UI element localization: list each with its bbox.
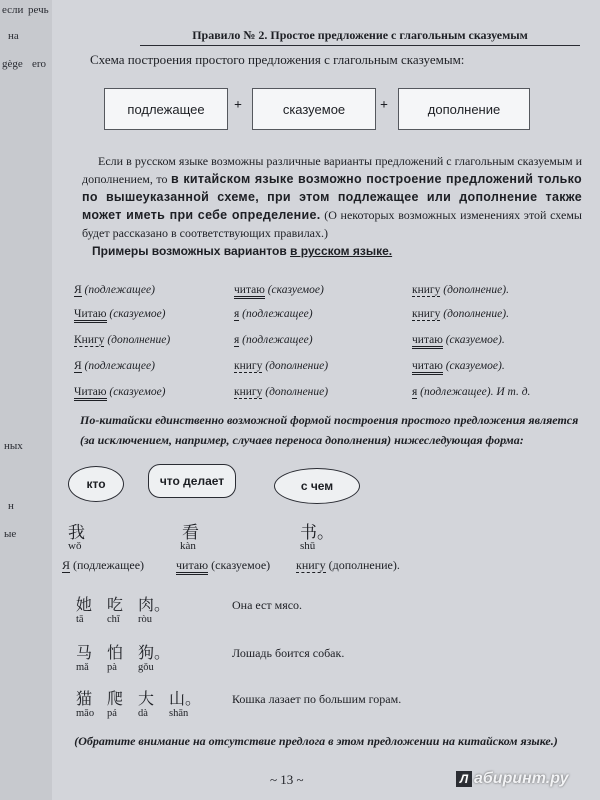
rule-text: По-китайски единственно возможной формой построения простого предложения является (за исключением, например, случаев переноса дополнения) нижеследующая форма:	[80, 413, 579, 447]
prev-page-fragment: gège	[2, 58, 23, 70]
prev-page-fragment: на	[8, 30, 19, 42]
sentence-pinyin: mǎ pà gǒu	[76, 662, 154, 673]
example-cell: читаю (сказуемое)	[234, 284, 324, 296]
pattern-pinyin: wǒ	[68, 540, 82, 552]
example-row	[74, 360, 574, 380]
example-row	[74, 308, 574, 328]
example-cell: книгу (дополнение)	[234, 360, 329, 372]
example-cell: я (подлежащее)	[234, 308, 313, 320]
book-page	[52, 0, 600, 800]
sentence-hanzi: 她 吃 肉。	[76, 595, 171, 614]
example-cell: читаю (сказуемое).	[412, 360, 505, 372]
example-cell: Я (подлежащее)	[74, 284, 155, 296]
sentence-translation: Она ест мясо.	[232, 598, 303, 612]
prev-page-fragment: ые	[4, 528, 17, 540]
sentence-pinyin: māo pá dà shān	[76, 708, 189, 719]
explanation-paragraph	[82, 152, 582, 242]
previous-page-edge	[0, 0, 52, 800]
pattern-pinyin: shū	[300, 540, 316, 552]
example-cell: Книгу (дополнение)	[74, 334, 171, 346]
labirint-logo: Л абиринт.ру	[456, 770, 569, 788]
pattern-pinyin: kàn	[180, 540, 196, 552]
prev-page-fragment: н	[8, 500, 14, 512]
examples-title-lead: Примеры возможных вариантов	[92, 244, 291, 258]
pattern-breakdown	[62, 558, 542, 578]
example-cell: книгу (дополнение).	[412, 284, 509, 296]
running-header: Правило № 2. Простое предложение с глагольным сказуемым	[140, 28, 580, 46]
plus-sign: +	[234, 98, 242, 113]
thought-bubble-who: кто	[68, 466, 124, 502]
footnote: (Обратите внимание на отсутствие предлога в этом предложении на китайском языке.)	[74, 734, 558, 748]
scheme-title: Схема построения простого предложения с глагольным сказуемым:	[90, 52, 465, 67]
sentence-hanzi: 马 怕 狗。	[76, 643, 171, 662]
example-cell: я (подлежащее)	[234, 334, 313, 346]
pattern-hanzi: 看	[182, 523, 199, 543]
example-cell: читаю (сказуемое).	[412, 334, 505, 346]
example-cell: Я (подлежащее)	[74, 360, 155, 372]
example-cell: Читаю (сказуемое)	[74, 386, 166, 398]
prev-page-fragment: ных	[4, 440, 23, 452]
breakdown-predicate: читаю (сказуемое)	[176, 558, 270, 573]
scheme-box-subject: подлежащее	[104, 88, 228, 130]
example-row	[74, 386, 574, 406]
paragraph-lead: Если в русском языке возможны различные варианты предложений с глагольным сказуемым и дополнением, то	[82, 154, 582, 186]
scheme-box-predicate: сказуемое	[252, 88, 376, 130]
example-cell: я (подлежащее). И т. д.	[412, 386, 531, 398]
speech-bubble-what-does: что делает	[148, 464, 236, 498]
oval-bubble-with-what: с чем	[274, 468, 360, 504]
page-number: ~ 13 ~	[270, 772, 304, 787]
pattern-hanzi: 书。	[300, 523, 334, 543]
paragraph-tail: (О некоторых возможных изменениях этой схемы будет рассказано в соответствующих правилах.)	[82, 208, 582, 240]
example-row	[74, 334, 574, 354]
sentence-translation: Лошадь боится собак.	[232, 646, 345, 660]
example-cell: Читаю (сказуемое)	[74, 308, 166, 320]
example-row	[74, 284, 574, 304]
plus-sign: +	[380, 98, 388, 113]
examples-title-underlined: в русском языке.	[290, 244, 393, 258]
sentence-translation: Кошка лазает по большим горам.	[232, 692, 402, 706]
paragraph-emphasis: в китайском языке возможно построение предложений только по вышеуказанной схеме, при этом подлежащее или дополнение также может иметь при себе определение.	[82, 172, 582, 222]
breakdown-subject: Я (подлежащее)	[62, 558, 145, 572]
prev-page-fragment: если	[2, 4, 24, 16]
example-cell: книгу (дополнение).	[412, 308, 509, 320]
scheme-box-object: дополнение	[398, 88, 530, 130]
example-cell: книгу (дополнение)	[234, 386, 329, 398]
breakdown-object: книгу (дополнение).	[296, 558, 400, 572]
sentence-hanzi: 猫 爬 大 山。	[76, 689, 202, 708]
pattern-hanzi: 我	[68, 523, 85, 543]
examples-title	[92, 244, 392, 258]
prev-page-fragment: ero	[32, 58, 47, 70]
prev-page-fragment: речь	[28, 4, 49, 16]
sentence-pinyin: tā chī ròu	[76, 614, 152, 625]
